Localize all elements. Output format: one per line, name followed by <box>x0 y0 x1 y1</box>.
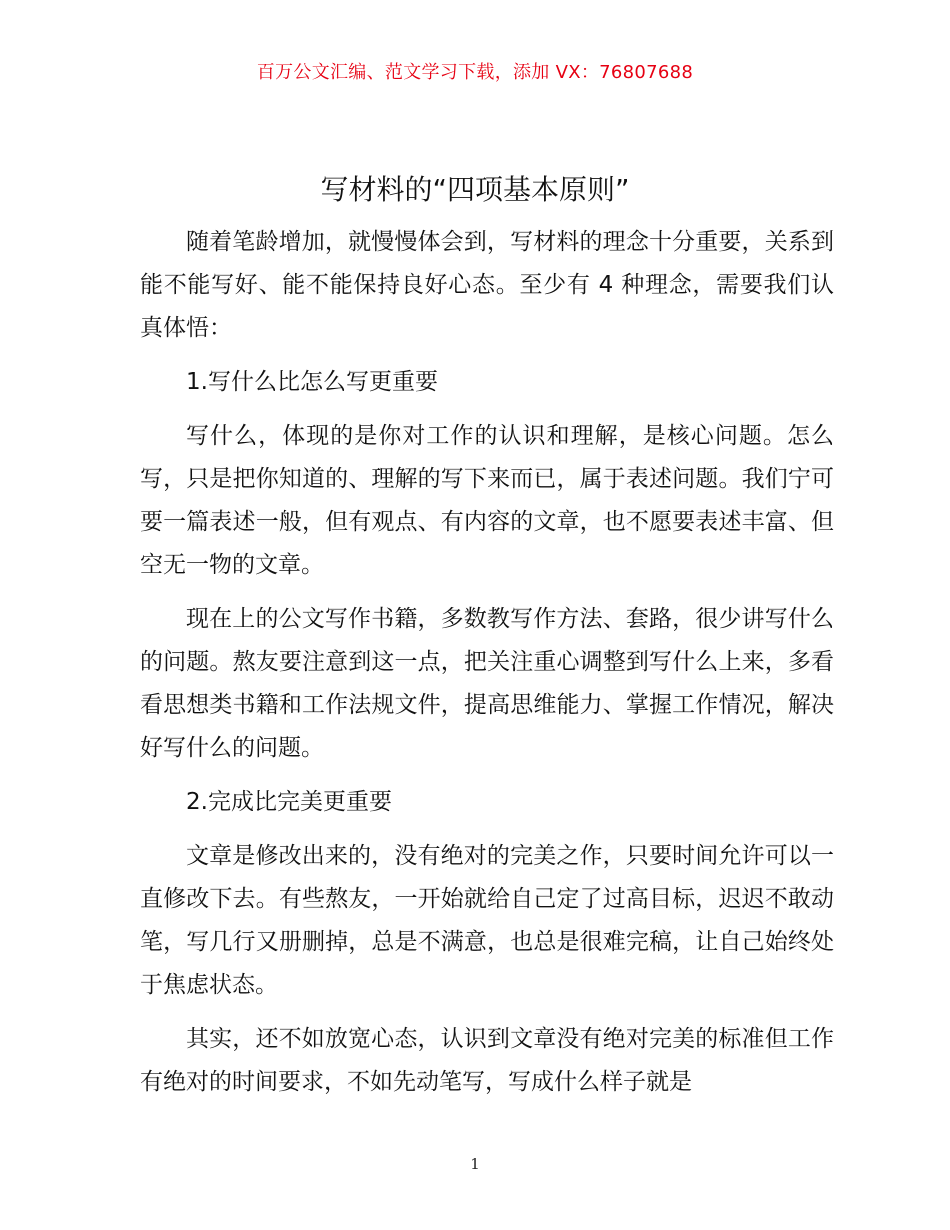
section-heading-1: 1.写什么比怎么写更重要 <box>186 369 438 395</box>
body-paragraph: 其实，还不如放宽心态，认识到文章没有绝对完美的标准但工作有绝对的时间要求，不如先动笔写，写成什么样子就是 <box>140 1026 834 1095</box>
page-number: 1 <box>470 1155 480 1173</box>
intro-paragraph: 随着笔龄增加，就慢慢体会到，写材料的理念十分重要，关系到能不能写好、能不能保持良好心态。至少有 4 种理念，需要我们认真体悟： <box>140 229 834 341</box>
body-paragraph: 写什么，体现的是你对工作的认识和理解，是核心问题。怎么写，只是把你知道的、理解的写下来而已，属于表述问题。我们宁可要一篇表述一般，但有观点、有内容的文章，也不愿要表述丰富、但空无一物的文章。 <box>140 423 834 578</box>
header-watermark: 百万公文汇编、范文学习下载，添加 VX：76807688 <box>256 62 694 83</box>
document-body <box>140 221 834 1115</box>
document-title: 写材料的“四项基本原则” <box>320 173 630 206</box>
body-paragraph: 现在上的公文写作书籍，多数教写作方法、套路，很少讲写什么的问题。熬友要注意到这一点，把关注重心调整到写什么上来，多看看思想类书籍和工作法规文件，提高思维能力、掌握工作情况，解决好写什么的问题。 <box>140 606 834 761</box>
body-paragraph: 文章是修改出来的，没有绝对的完美之作，只要时间允许可以一直修改下去。有些熬友，一开始就给自己定了过高目标，迟迟不敢动笔，写几行又册删掉，总是不满意，也总是很难完稿，让自己始终处于焦虑状态。 <box>140 843 834 998</box>
section-heading-2: 2.完成比完美更重要 <box>186 789 392 815</box>
